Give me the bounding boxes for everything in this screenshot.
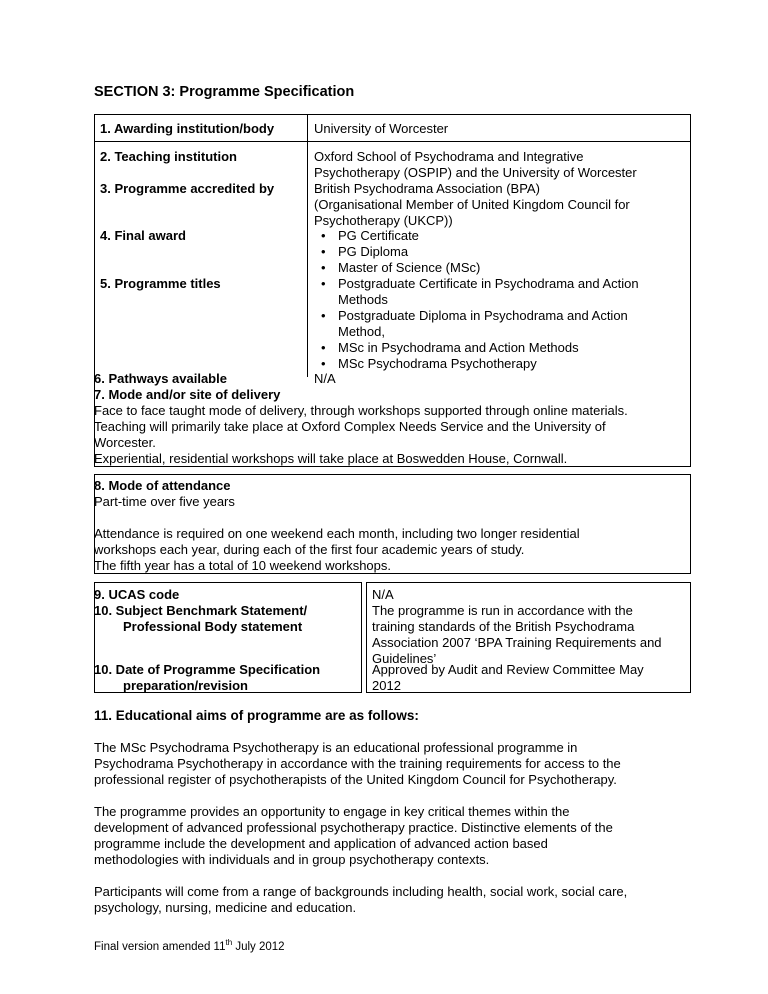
- mode-label: 7. Mode and/or site of delivery: [94, 387, 281, 402]
- attendance-label: 8. Mode of attendance: [94, 478, 231, 493]
- accredited-label: 3. Programme accredited by: [100, 181, 275, 196]
- pathways-label: 6. Pathways available: [94, 371, 227, 386]
- teaching-label: 2. Teaching institution: [100, 149, 237, 164]
- attendance-line1: Part-time over five years: [94, 494, 235, 509]
- ucas-value: N/A: [372, 587, 394, 602]
- date-value: Approved by Audit and Review Committee May 2012: [372, 662, 644, 693]
- benchmark-label: 10. Subject Benchmark Statement/ Professional Body statement: [94, 603, 308, 634]
- bullet-icon: •: [321, 228, 326, 243]
- pathways-value: N/A: [314, 371, 336, 386]
- bullet-icon: •: [321, 244, 326, 259]
- list-item: • MSc in Psychodrama and Action Methods: [321, 340, 579, 355]
- section-title: SECTION 3: Programme Specification: [94, 84, 355, 100]
- accredited-value: British Psychodrama Association (BPA) (Organisational Member of United Kingdom Council for Psychotherapy (UKCP)): [314, 181, 630, 228]
- bullet-icon: •: [321, 356, 326, 371]
- bullet-icon: •: [321, 340, 326, 355]
- aims-paragraph-3: Participants will come from a range of backgrounds including health, social work, social care, psychology, nursing, medicine and education.: [94, 884, 628, 915]
- titles-list: [319, 276, 639, 372]
- teaching-value: Oxford School of Psychodrama and Integrative Psychotherapy (OSPIP) and the University of Worcester: [314, 149, 637, 180]
- awarding-value: University of Worcester: [314, 121, 449, 136]
- footer: Final version amended 11th July 2012: [94, 938, 285, 953]
- mode-text: Face to face taught mode of delivery, through workshops supported through online materials. Teaching will primarily take place at Oxford Complex Needs Service and the University of Worcester. Experiential, residential workshops will take place at Boswedden House, Cornwall.: [94, 403, 628, 466]
- list-item: • Postgraduate Certificate in Psychodrama and Action Methods: [321, 276, 639, 307]
- bullet-icon: •: [321, 276, 326, 291]
- aims-heading: 11. Educational aims of programme are as follows:: [94, 708, 419, 723]
- aims-paragraph-2: The programme provides an opportunity to engage in key critical themes within the development of advanced professional psychotherapy practice. Distinctive elements of the programme include the development and application of advanced action based methodologies with individuals and in group psychotherapy contexts.: [94, 804, 613, 867]
- final-award-label: 4. Final award: [100, 228, 186, 243]
- benchmark-value: The programme is run in accordance with the training standards of the British Psychodrama Association 2007 ‘BPA Training Requirements and Guidelines’: [372, 603, 662, 666]
- list-item: • Postgraduate Diploma in Psychodrama and Action Method,: [321, 308, 628, 339]
- attendance-text: Attendance is required on one weekend each month, including two longer residential workshops each year, during each of the first four academic years of study. The fifth year has a total of 10 weekend workshops.: [94, 526, 580, 573]
- ucas-label: 9. UCAS code: [94, 587, 180, 602]
- list-item: • PG Certificate: [321, 228, 419, 243]
- awarding-label: 1. Awarding institution/body: [100, 121, 275, 136]
- final-award-list: [319, 228, 480, 276]
- titles-label: 5. Programme titles: [100, 276, 221, 291]
- bullet-icon: •: [321, 260, 326, 275]
- bullet-icon: •: [321, 308, 326, 323]
- aims-paragraph-1: The MSc Psychodrama Psychotherapy is an educational professional programme in Psychodrama Psychotherapy in accordance with the training requirements for access to the professional register of psychotherapists of the United Kingdom Council for Psychotherapy.: [94, 740, 621, 787]
- list-item: • PG Diploma: [321, 244, 409, 259]
- list-item: • Master of Science (MSc): [321, 260, 481, 275]
- list-item: • MSc Psychodrama Psychotherapy: [321, 356, 537, 371]
- date-label: 10. Date of Programme Specification preparation/revision: [94, 662, 321, 693]
